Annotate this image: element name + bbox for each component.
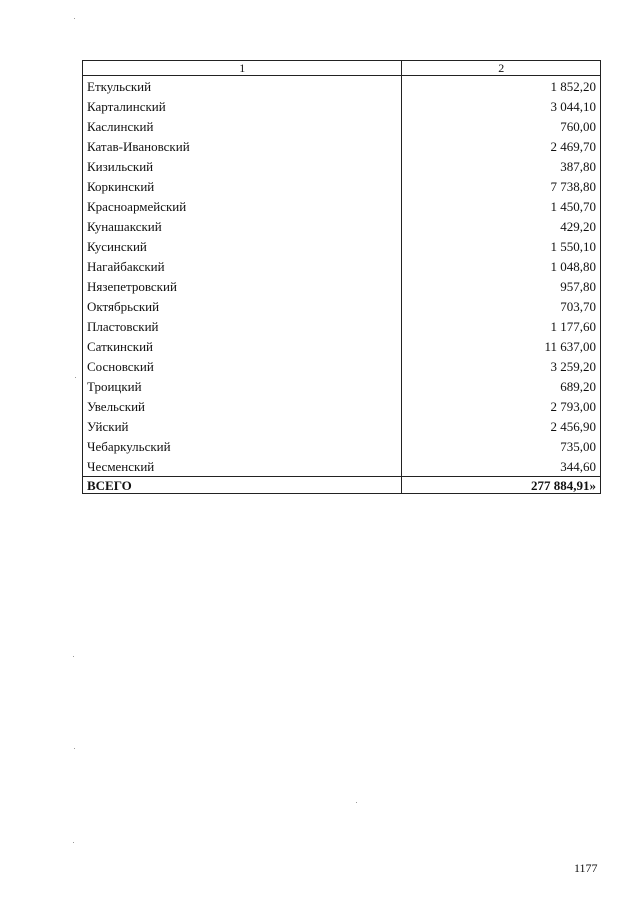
district-name: Чесменский (83, 456, 402, 477)
district-value: 1 048,80 (402, 256, 601, 276)
district-name: Увельский (83, 396, 402, 416)
table-row (83, 276, 601, 296)
district-name: Кунашакский (83, 216, 402, 236)
district-name: Октябрьский (83, 296, 402, 316)
district-name: Каслинский (83, 116, 402, 136)
district-value: 2 456,90 (402, 416, 601, 436)
table-row (83, 256, 601, 276)
district-name: Кусинский (83, 236, 402, 256)
district-value: 689,20 (402, 376, 601, 396)
table-row (83, 216, 601, 236)
district-value: 703,70 (402, 296, 601, 316)
district-value: 957,80 (402, 276, 601, 296)
table-row (83, 236, 601, 256)
table-row (83, 116, 601, 136)
scan-speck (356, 802, 357, 803)
table-row (83, 456, 601, 477)
scan-speck (73, 842, 74, 843)
table-row (83, 196, 601, 216)
district-name: Уйский (83, 416, 402, 436)
district-name: Красноармейский (83, 196, 402, 216)
district-value: 7 738,80 (402, 176, 601, 196)
district-value: 1 852,20 (402, 76, 601, 97)
district-value: 344,60 (402, 456, 601, 477)
data-table (82, 60, 601, 494)
table-row (83, 296, 601, 316)
district-value: 11 637,00 (402, 336, 601, 356)
district-value: 2 793,00 (402, 396, 601, 416)
district-name: Коркинский (83, 176, 402, 196)
table-body (83, 76, 601, 477)
table-row (83, 156, 601, 176)
district-value: 2 469,70 (402, 136, 601, 156)
scan-speck (73, 656, 74, 657)
scan-speck (75, 377, 76, 378)
scan-speck (74, 18, 75, 19)
district-value: 760,00 (402, 116, 601, 136)
table-row (83, 336, 601, 356)
page-number: 1177 (574, 861, 598, 875)
total-value: 277 884,91» (402, 477, 601, 494)
column-header-1: 1 (83, 61, 402, 76)
district-name: Катав-Ивановский (83, 136, 402, 156)
column-header-2: 2 (402, 61, 601, 76)
table-row (83, 356, 601, 376)
table-row (83, 416, 601, 436)
table-row (83, 76, 601, 97)
district-name: Нагайбакский (83, 256, 402, 276)
table-row (83, 136, 601, 156)
district-name: Пластовский (83, 316, 402, 336)
total-row (83, 477, 601, 494)
district-name: Карталинский (83, 96, 402, 116)
district-value: 735,00 (402, 436, 601, 456)
table-row (83, 176, 601, 196)
table-row (83, 396, 601, 416)
district-value: 1 450,70 (402, 196, 601, 216)
district-value: 3 044,10 (402, 96, 601, 116)
total-label: ВСЕГО (83, 477, 402, 494)
district-value: 1 177,60 (402, 316, 601, 336)
table-row (83, 96, 601, 116)
district-name: Саткинский (83, 336, 402, 356)
district-name: Нязепетровский (83, 276, 402, 296)
district-value: 1 550,10 (402, 236, 601, 256)
district-value: 429,20 (402, 216, 601, 236)
scan-speck (74, 748, 75, 749)
district-name: Еткульский (83, 76, 402, 97)
district-value: 3 259,20 (402, 356, 601, 376)
district-name: Сосновский (83, 356, 402, 376)
district-name: Чебаркульский (83, 436, 402, 456)
table-header-row (83, 61, 601, 76)
district-name: Троицкий (83, 376, 402, 396)
table-row (83, 316, 601, 336)
table-row (83, 436, 601, 456)
district-value: 387,80 (402, 156, 601, 176)
district-name: Кизильский (83, 156, 402, 176)
table-row (83, 376, 601, 396)
